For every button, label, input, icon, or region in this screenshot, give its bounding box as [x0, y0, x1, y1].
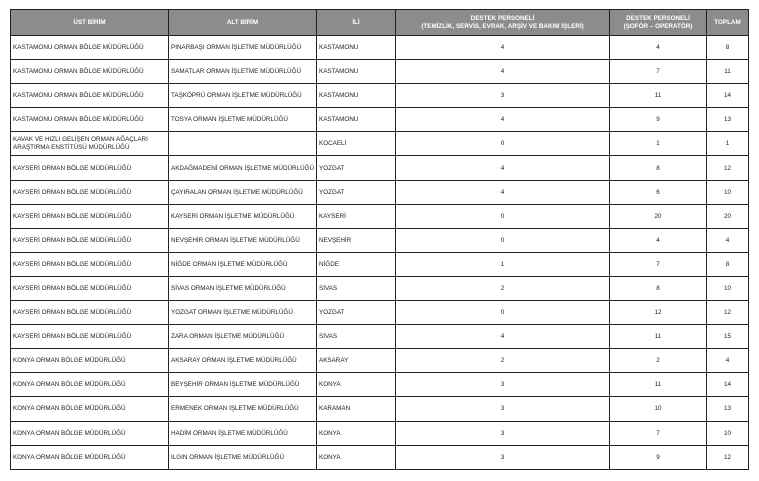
cell-alt-birim: BEYŞEHİR ORMAN İŞLETME MÜDÜRLÜĞÜ — [169, 373, 317, 397]
header-ili: İLİ — [317, 10, 396, 36]
cell-destek-sofor: 11 — [610, 84, 707, 108]
cell-destek-sofor: 11 — [610, 325, 707, 349]
cell-ili: KASTAMONU — [317, 60, 396, 84]
cell-destek-temizlik: 4 — [396, 156, 610, 180]
header-destek-sofor-line2: (ŞOFÖR – OPERATÖR) — [623, 22, 693, 30]
cell-ust-birim: KAYSERİ ORMAN BÖLGE MÜDÜRLÜĞÜ — [11, 276, 169, 300]
cell-toplam: 20 — [707, 204, 749, 228]
table-row — [11, 204, 749, 228]
cell-alt-birim: NİĞDE ORMAN İŞLETME MÜDÜRLÜĞÜ — [169, 252, 317, 276]
cell-ust-birim: KAYSERİ ORMAN BÖLGE MÜDÜRLÜĞÜ — [11, 252, 169, 276]
cell-ust-birim: KAYSERİ ORMAN BÖLGE MÜDÜRLÜĞÜ — [11, 156, 169, 180]
table-row — [11, 397, 749, 421]
table-row — [11, 156, 749, 180]
cell-destek-sofor: 4 — [610, 36, 707, 60]
table-body — [11, 36, 749, 470]
cell-destek-sofor: 10 — [610, 397, 707, 421]
cell-ili: YOZGAT — [317, 301, 396, 325]
cell-ili: SİVAS — [317, 276, 396, 300]
cell-ili: KONYA — [317, 373, 396, 397]
cell-ili: YOZGAT — [317, 156, 396, 180]
cell-toplam: 8 — [707, 252, 749, 276]
cell-destek-temizlik: 4 — [396, 36, 610, 60]
cell-ili: AKSARAY — [317, 349, 396, 373]
header-destek-temizlik-line2: (TEMİZLİK, SERVİS, EVRAK, ARŞİV VE BAKIM İŞLERİ) — [421, 22, 584, 30]
table-header — [11, 10, 749, 36]
cell-alt-birim: ILGIN ORMAN İŞLETME MÜDÜRLÜĞÜ — [169, 445, 317, 469]
table-row — [11, 252, 749, 276]
cell-destek-temizlik: 3 — [396, 373, 610, 397]
table-row — [11, 132, 749, 156]
cell-destek-temizlik: 4 — [396, 60, 610, 84]
table-row — [11, 108, 749, 132]
cell-destek-temizlik: 3 — [396, 421, 610, 445]
cell-toplam: 13 — [707, 397, 749, 421]
table-row — [11, 36, 749, 60]
cell-ust-birim: KONYA ORMAN BÖLGE MÜDÜRLÜĞÜ — [11, 445, 169, 469]
table-row — [11, 84, 749, 108]
table-row — [11, 276, 749, 300]
cell-alt-birim: AKSARAY ORMAN İŞLETME MÜDÜRLÜĞÜ — [169, 349, 317, 373]
cell-toplam: 4 — [707, 349, 749, 373]
cell-destek-sofor: 11 — [610, 373, 707, 397]
cell-destek-sofor: 8 — [610, 276, 707, 300]
cell-toplam: 10 — [707, 276, 749, 300]
cell-destek-temizlik: 2 — [396, 349, 610, 373]
cell-alt-birim — [169, 132, 317, 156]
header-destek-sofor — [610, 10, 707, 36]
cell-toplam: 12 — [707, 156, 749, 180]
personnel-table — [10, 9, 749, 470]
cell-toplam: 13 — [707, 108, 749, 132]
cell-ust-birim: KAYSERİ ORMAN BÖLGE MÜDÜRLÜĞÜ — [11, 301, 169, 325]
cell-toplam: 12 — [707, 445, 749, 469]
cell-ili: SİVAS — [317, 325, 396, 349]
cell-alt-birim: SİVAS ORMAN İŞLETME MÜDÜRLÜĞÜ — [169, 276, 317, 300]
cell-alt-birim: ZARA ORMAN İŞLETME MÜDÜRLÜĞÜ — [169, 325, 317, 349]
cell-destek-temizlik: 3 — [396, 397, 610, 421]
cell-ust-birim: KASTAMONU ORMAN BÖLGE MÜDÜRLÜĞÜ — [11, 84, 169, 108]
cell-toplam: 15 — [707, 325, 749, 349]
cell-ust-birim: KAYSERİ ORMAN BÖLGE MÜDÜRLÜĞÜ — [11, 325, 169, 349]
cell-ili: KARAMAN — [317, 397, 396, 421]
cell-toplam: 11 — [707, 60, 749, 84]
table-row — [11, 373, 749, 397]
cell-alt-birim: AKDAĞMADENİ ORMAN İŞLETME MÜDÜRLÜĞÜ — [169, 156, 317, 180]
cell-ili: YOZGAT — [317, 180, 396, 204]
cell-alt-birim: KAYSERİ ORMAN İŞLETME MÜDÜRLÜĞÜ — [169, 204, 317, 228]
cell-alt-birim: TOSYA ORMAN İŞLETME MÜDÜRLÜĞÜ — [169, 108, 317, 132]
cell-toplam: 8 — [707, 36, 749, 60]
header-destek-sofor-line1: DESTEK PERSONELİ — [626, 14, 690, 22]
cell-destek-temizlik: 1 — [396, 252, 610, 276]
cell-toplam: 12 — [707, 301, 749, 325]
cell-destek-sofor: 7 — [610, 60, 707, 84]
cell-destek-sofor: 2 — [610, 349, 707, 373]
cell-ili: KOCAELİ — [317, 132, 396, 156]
table-row — [11, 349, 749, 373]
cell-alt-birim: YOZGAT ORMAN İŞLETME MÜDÜRLÜĞÜ — [169, 301, 317, 325]
cell-destek-sofor: 12 — [610, 301, 707, 325]
cell-destek-sofor: 8 — [610, 156, 707, 180]
cell-destek-temizlik: 4 — [396, 325, 610, 349]
cell-destek-temizlik: 0 — [396, 204, 610, 228]
table-row — [11, 325, 749, 349]
cell-destek-sofor: 20 — [610, 204, 707, 228]
cell-ust-birim: KONYA ORMAN BÖLGE MÜDÜRLÜĞÜ — [11, 349, 169, 373]
cell-destek-temizlik: 2 — [396, 276, 610, 300]
cell-ili: NİĞDE — [317, 252, 396, 276]
cell-ili: KASTAMONU — [317, 36, 396, 60]
cell-toplam: 4 — [707, 228, 749, 252]
cell-alt-birim: ÇAYIRALAN ORMAN İŞLETME MÜDÜRLÜĞÜ — [169, 180, 317, 204]
cell-toplam: 10 — [707, 180, 749, 204]
cell-ust-birim: KAYSERİ ORMAN BÖLGE MÜDÜRLÜĞÜ — [11, 180, 169, 204]
cell-destek-temizlik: 3 — [396, 84, 610, 108]
cell-ili: KASTAMONU — [317, 108, 396, 132]
cell-ust-birim: KAYSERİ ORMAN BÖLGE MÜDÜRLÜĞÜ — [11, 228, 169, 252]
cell-destek-sofor: 9 — [610, 445, 707, 469]
cell-ili: KONYA — [317, 421, 396, 445]
table-row — [11, 445, 749, 469]
cell-destek-temizlik: 0 — [396, 301, 610, 325]
cell-ust-birim: KONYA ORMAN BÖLGE MÜDÜRLÜĞÜ — [11, 397, 169, 421]
cell-alt-birim: NEVŞEHİR ORMAN İŞLETME MÜDÜRLÜĞÜ — [169, 228, 317, 252]
table-row — [11, 421, 749, 445]
cell-destek-temizlik: 4 — [396, 108, 610, 132]
header-toplam: TOPLAM — [707, 10, 749, 36]
cell-ili: KASTAMONU — [317, 84, 396, 108]
cell-ili: KAYSERİ — [317, 204, 396, 228]
cell-destek-temizlik: 3 — [396, 445, 610, 469]
cell-toplam: 14 — [707, 84, 749, 108]
table-row — [11, 60, 749, 84]
cell-destek-sofor: 9 — [610, 108, 707, 132]
cell-alt-birim: HADİM ORMAN İŞLETME MÜDÜRLÜĞÜ — [169, 421, 317, 445]
cell-toplam: 14 — [707, 373, 749, 397]
cell-alt-birim: TAŞKÖPRÜ ORMAN İŞLETME MÜDÜRLÜĞÜ — [169, 84, 317, 108]
cell-destek-temizlik: 4 — [396, 180, 610, 204]
cell-destek-sofor: 7 — [610, 252, 707, 276]
cell-alt-birim: ERMENEK ORMAN İŞLETME MÜDÜRLÜĞÜ — [169, 397, 317, 421]
table-row — [11, 301, 749, 325]
cell-destek-sofor: 4 — [610, 228, 707, 252]
cell-ust-birim: KAYSERİ ORMAN BÖLGE MÜDÜRLÜĞÜ — [11, 204, 169, 228]
cell-ili: KONYA — [317, 445, 396, 469]
cell-alt-birim: SAMATLAR ORMAN İŞLETME MÜDÜRLÜĞÜ — [169, 60, 317, 84]
cell-destek-sofor: 6 — [610, 180, 707, 204]
cell-ust-birim: KASTAMONU ORMAN BÖLGE MÜDÜRLÜĞÜ — [11, 60, 169, 84]
cell-ust-birim: KAVAK VE HIZLI GELİŞEN ORMAN AĞAÇLARI ARAŞTIRMA ENSTİTÜSÜ MÜDÜRLÜĞÜ — [11, 132, 169, 156]
cell-ust-birim: KONYA ORMAN BÖLGE MÜDÜRLÜĞÜ — [11, 421, 169, 445]
table-row — [11, 180, 749, 204]
cell-ust-birim: KONYA ORMAN BÖLGE MÜDÜRLÜĞÜ — [11, 373, 169, 397]
cell-destek-temizlik: 0 — [396, 228, 610, 252]
header-alt-birim: ALT BİRİM — [169, 10, 317, 36]
cell-destek-sofor: 7 — [610, 421, 707, 445]
cell-alt-birim: PINARBAŞI ORMAN İŞLETME MÜDÜRLÜĞÜ — [169, 36, 317, 60]
cell-ust-birim: KASTAMONU ORMAN BÖLGE MÜDÜRLÜĞÜ — [11, 36, 169, 60]
header-destek-temizlik — [396, 10, 610, 36]
header-destek-temizlik-line1: DESTEK PERSONELİ — [470, 14, 535, 22]
cell-toplam: 1 — [707, 132, 749, 156]
cell-destek-temizlik: 0 — [396, 132, 610, 156]
header-ust-birim: ÜST BİRİM — [11, 10, 169, 36]
table-row — [11, 228, 749, 252]
cell-ili: NEVŞEHİR — [317, 228, 396, 252]
cell-toplam: 10 — [707, 421, 749, 445]
cell-ust-birim: KASTAMONU ORMAN BÖLGE MÜDÜRLÜĞÜ — [11, 108, 169, 132]
header-row — [11, 10, 749, 36]
cell-destek-sofor: 1 — [610, 132, 707, 156]
personnel-table-sheet — [10, 9, 748, 470]
